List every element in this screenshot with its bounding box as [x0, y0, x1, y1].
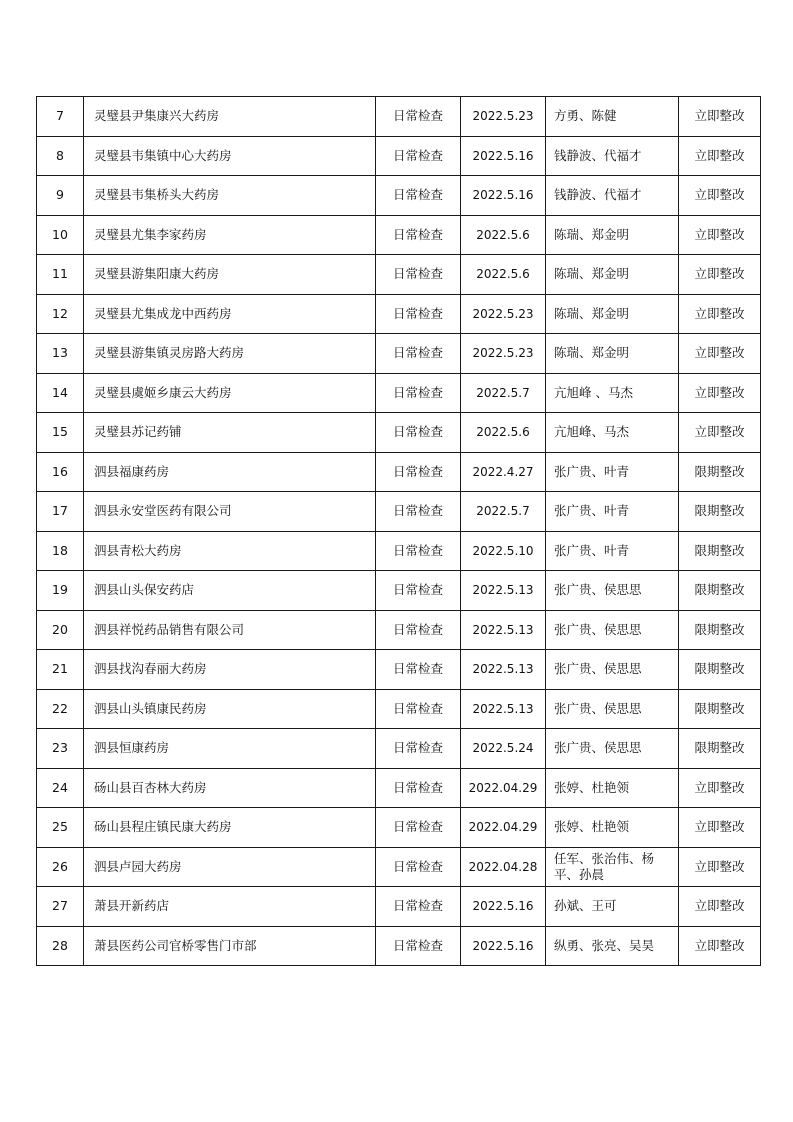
pharmacy-name-cell: 泗县福康药房	[84, 452, 376, 492]
pharmacy-name-cell: 灵璧县游集阳康大药房	[84, 255, 376, 295]
rectification-result-cell: 立即整改	[679, 887, 761, 927]
rectification-result-cell: 限期整改	[679, 689, 761, 729]
inspection-type-cell: 日常检查	[376, 610, 461, 650]
inspection-type-cell: 日常检查	[376, 808, 461, 848]
pharmacy-name-cell: 萧县开新药店	[84, 887, 376, 927]
table-row	[37, 373, 761, 413]
rectification-result-cell: 限期整改	[679, 492, 761, 532]
inspection-type-cell: 日常检查	[376, 571, 461, 611]
pharmacy-name-cell: 灵璧县尹集康兴大药房	[84, 97, 376, 137]
inspection-date-cell: 2022.5.16	[461, 176, 546, 216]
inspection-date-cell: 2022.5.10	[461, 531, 546, 571]
inspection-date-cell: 2022.5.23	[461, 294, 546, 334]
rectification-result-cell: 限期整改	[679, 650, 761, 690]
pharmacy-name-cell: 泗县青松大药房	[84, 531, 376, 571]
pharmacy-name-cell: 泗县山头镇康民药房	[84, 689, 376, 729]
rectification-result-cell: 立即整改	[679, 334, 761, 374]
pharmacy-name-cell: 灵璧县尤集成龙中西药房	[84, 294, 376, 334]
table-row	[37, 808, 761, 848]
table-body	[37, 97, 761, 966]
rectification-result-cell: 立即整改	[679, 373, 761, 413]
inspection-type-cell: 日常检查	[376, 926, 461, 966]
inspection-type-cell: 日常检查	[376, 729, 461, 769]
inspectors-cell: 方勇、陈健	[546, 97, 679, 137]
inspection-type-cell: 日常检查	[376, 334, 461, 374]
inspectors-cell: 亢旭峰 、马杰	[546, 373, 679, 413]
inspectors-cell: 亢旭峰、马杰	[546, 413, 679, 453]
inspection-date-cell: 2022.5.23	[461, 334, 546, 374]
inspectors-cell: 陈瑞、郑金明	[546, 255, 679, 295]
row-number-cell: 28	[37, 926, 84, 966]
table-row	[37, 531, 761, 571]
pharmacy-name-cell: 灵璧县韦集桥头大药房	[84, 176, 376, 216]
inspection-date-cell: 2022.04.28	[461, 847, 546, 887]
row-number-cell: 18	[37, 531, 84, 571]
rectification-result-cell: 立即整改	[679, 176, 761, 216]
pharmacy-name-cell: 泗县恒康药房	[84, 729, 376, 769]
inspection-date-cell: 2022.5.16	[461, 887, 546, 927]
inspection-date-cell: 2022.5.13	[461, 571, 546, 611]
table-row	[37, 610, 761, 650]
pharmacy-name-cell: 泗县找沟春丽大药房	[84, 650, 376, 690]
inspectors-cell: 张婷、杜艳领	[546, 808, 679, 848]
pharmacy-name-cell: 砀山县百杏林大药房	[84, 768, 376, 808]
inspection-date-cell: 2022.5.23	[461, 97, 546, 137]
inspection-type-cell: 日常检查	[376, 97, 461, 137]
inspection-date-cell: 2022.5.6	[461, 413, 546, 453]
table-row	[37, 847, 761, 887]
inspection-type-cell: 日常检查	[376, 215, 461, 255]
inspection-date-cell: 2022.5.6	[461, 215, 546, 255]
row-number-cell: 16	[37, 452, 84, 492]
inspection-type-cell: 日常检查	[376, 136, 461, 176]
inspection-type-cell: 日常检查	[376, 650, 461, 690]
rectification-result-cell: 立即整改	[679, 215, 761, 255]
rectification-result-cell: 限期整改	[679, 571, 761, 611]
rectification-result-cell: 限期整改	[679, 729, 761, 769]
row-number-cell: 15	[37, 413, 84, 453]
inspectors-cell: 张婷、杜艳领	[546, 768, 679, 808]
inspectors-cell: 张广贵、侯思思	[546, 571, 679, 611]
inspectors-cell: 张广贵、侯思思	[546, 729, 679, 769]
inspectors-cell: 钱静波、代福才	[546, 136, 679, 176]
pharmacy-name-cell: 泗县山头保安药店	[84, 571, 376, 611]
inspectors-cell: 陈瑞、郑金明	[546, 215, 679, 255]
inspection-type-cell: 日常检查	[376, 176, 461, 216]
rectification-result-cell: 立即整改	[679, 413, 761, 453]
inspectors-cell: 纵勇、张亮、吴昊	[546, 926, 679, 966]
inspection-type-cell: 日常检查	[376, 452, 461, 492]
row-number-cell: 17	[37, 492, 84, 532]
rectification-result-cell: 立即整改	[679, 136, 761, 176]
row-number-cell: 19	[37, 571, 84, 611]
rectification-result-cell: 立即整改	[679, 926, 761, 966]
pharmacy-name-cell: 灵璧县虞姬乡康云大药房	[84, 373, 376, 413]
row-number-cell: 22	[37, 689, 84, 729]
rectification-result-cell: 立即整改	[679, 255, 761, 295]
table-row	[37, 413, 761, 453]
inspection-date-cell: 2022.5.7	[461, 492, 546, 532]
inspection-type-cell: 日常检查	[376, 255, 461, 295]
inspection-type-cell: 日常检查	[376, 294, 461, 334]
row-number-cell: 8	[37, 136, 84, 176]
table-row	[37, 176, 761, 216]
row-number-cell: 9	[37, 176, 84, 216]
table-row	[37, 334, 761, 374]
row-number-cell: 27	[37, 887, 84, 927]
rectification-result-cell: 立即整改	[679, 808, 761, 848]
inspectors-cell: 张广贵、叶青	[546, 492, 679, 532]
pharmacy-name-cell: 灵璧县尤集李家药房	[84, 215, 376, 255]
inspectors-cell: 张广贵、叶青	[546, 452, 679, 492]
rectification-result-cell: 立即整改	[679, 97, 761, 137]
pharmacy-name-cell: 泗县卢园大药房	[84, 847, 376, 887]
row-number-cell: 11	[37, 255, 84, 295]
pharmacy-name-cell: 泗县永安堂医药有限公司	[84, 492, 376, 532]
rectification-result-cell: 立即整改	[679, 294, 761, 334]
row-number-cell: 10	[37, 215, 84, 255]
inspectors-cell: 陈瑞、郑金明	[546, 294, 679, 334]
table-row	[37, 452, 761, 492]
inspection-date-cell: 2022.04.29	[461, 808, 546, 848]
inspection-type-cell: 日常检查	[376, 492, 461, 532]
inspection-type-cell: 日常检查	[376, 847, 461, 887]
table-row	[37, 887, 761, 927]
inspectors-cell: 张广贵、侯思思	[546, 689, 679, 729]
inspectors-cell: 孙斌、王可	[546, 887, 679, 927]
row-number-cell: 12	[37, 294, 84, 334]
inspectors-cell: 张广贵、侯思思	[546, 610, 679, 650]
table-row	[37, 255, 761, 295]
inspection-type-cell: 日常检查	[376, 531, 461, 571]
inspection-date-cell: 2022.4.27	[461, 452, 546, 492]
inspection-type-cell: 日常检查	[376, 887, 461, 927]
table-row	[37, 215, 761, 255]
table-row	[37, 571, 761, 611]
table-row	[37, 768, 761, 808]
inspectors-cell: 张广贵、叶青	[546, 531, 679, 571]
inspectors-cell: 钱静波、代福才	[546, 176, 679, 216]
table-row	[37, 926, 761, 966]
rectification-result-cell: 限期整改	[679, 452, 761, 492]
pharmacy-name-cell: 泗县祥悦药品销售有限公司	[84, 610, 376, 650]
table-row	[37, 650, 761, 690]
inspectors-cell: 陈瑞、郑金明	[546, 334, 679, 374]
pharmacy-name-cell: 砀山县程庄镇民康大药房	[84, 808, 376, 848]
table-row	[37, 294, 761, 334]
row-number-cell: 25	[37, 808, 84, 848]
inspection-date-cell: 2022.5.24	[461, 729, 546, 769]
inspection-type-cell: 日常检查	[376, 373, 461, 413]
table-row	[37, 729, 761, 769]
rectification-result-cell: 限期整改	[679, 531, 761, 571]
row-number-cell: 14	[37, 373, 84, 413]
inspection-type-cell: 日常检查	[376, 689, 461, 729]
rectification-result-cell: 立即整改	[679, 847, 761, 887]
inspection-type-cell: 日常检查	[376, 768, 461, 808]
inspection-date-cell: 2022.5.13	[461, 610, 546, 650]
row-number-cell: 26	[37, 847, 84, 887]
pharmacy-name-cell: 灵璧县韦集镇中心大药房	[84, 136, 376, 176]
row-number-cell: 20	[37, 610, 84, 650]
table-row	[37, 492, 761, 532]
inspection-date-cell: 2022.5.13	[461, 650, 546, 690]
table-row	[37, 97, 761, 137]
inspection-date-cell: 2022.5.13	[461, 689, 546, 729]
inspection-date-cell: 2022.04.29	[461, 768, 546, 808]
inspection-date-cell: 2022.5.7	[461, 373, 546, 413]
row-number-cell: 13	[37, 334, 84, 374]
inspection-date-cell: 2022.5.16	[461, 926, 546, 966]
row-number-cell: 23	[37, 729, 84, 769]
rectification-result-cell: 立即整改	[679, 768, 761, 808]
row-number-cell: 24	[37, 768, 84, 808]
inspectors-cell: 张广贵、侯思思	[546, 650, 679, 690]
inspection-date-cell: 2022.5.16	[461, 136, 546, 176]
pharmacy-name-cell: 萧县医药公司官桥零售门市部	[84, 926, 376, 966]
inspectors-cell: 任军、张治伟、杨平、孙晨	[546, 847, 679, 887]
inspection-type-cell: 日常检查	[376, 413, 461, 453]
inspection-date-cell: 2022.5.6	[461, 255, 546, 295]
pharmacy-name-cell: 灵璧县游集镇灵房路大药房	[84, 334, 376, 374]
row-number-cell: 21	[37, 650, 84, 690]
row-number-cell: 7	[37, 97, 84, 137]
table-row	[37, 689, 761, 729]
rectification-result-cell: 限期整改	[679, 610, 761, 650]
pharmacy-name-cell: 灵璧县苏记药铺	[84, 413, 376, 453]
inspection-table	[36, 96, 761, 966]
table-row	[37, 136, 761, 176]
